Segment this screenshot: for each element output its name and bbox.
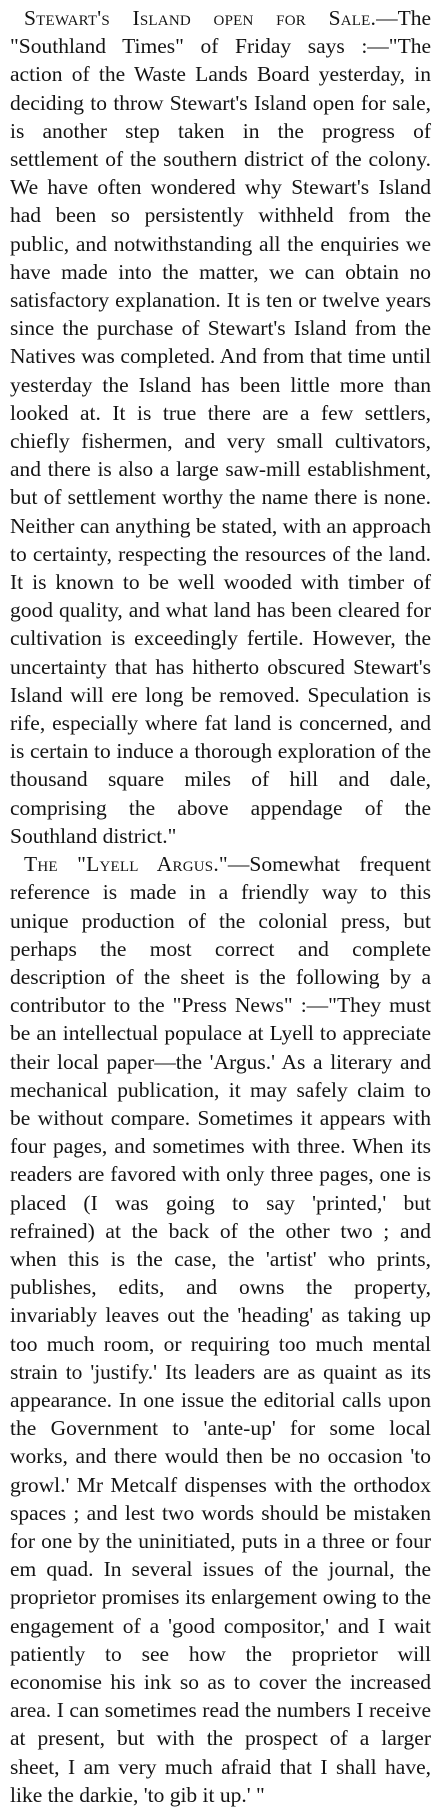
article-lyell-argus <box>10 850 431 1809</box>
article-body: —The "Southland Times" of Friday says :—"The action of the Waste Lands Board yesterday, in deciding to throw Stewart's Island open for sale, is another step taken in the progress of settlement of the southern district of the colony. We have often wondered why Stewart's Island had been so persistently withheld from the public, and notwithstanding all the enquiries we have made into the matter, we can obtain no satisfactory explanation. It is ten or twelve years since the purchase of Stewart's Island from the Natives was completed. And from that time until yesterday the Island has been little more than looked at. It is true there are a few settlers, chiefly fishermen, and very small cultivators, and there is also a large saw-mill establishment, but of settlement worthy the name there is none. Neither can anything be stated, with an approach to certainty, respecting the resources of the land. It is known to be well wooded with timber of good quality, and what land has been cleared for cultivation is exceedingly fertile. However, the uncertainty that has hitherto obscured Stewart's Island will ere long be removed. Speculation is rife, especially where fat land is concerned, and is certain to induce a thorough exploration of the thousand square miles of hill and dale, comprising the above appendage of the Southland district." <box>10 6 431 848</box>
article-headline: Stewart's Island open for Sale. <box>24 6 377 30</box>
article-body: —Somewhat frequent reference is made in a friendly way to this unique production of the colonial press, but perhaps the most correct and complete description of the sheet is the following by a contributor to the "Press News" :—"They must be an intellectual populace at Lyell to appreciate their local paper—the 'Argus.' As a literary and mechanical publication, it may safely claim to be without compare. Sometimes it appears with four pages, and sometimes with three. When its readers are favored with only three pages, one is placed (I was going to say 'printed,' but refrained) at the back of the other two ; and when this is the case, the 'artist' who prints, publishes, edits, and owns the property, invariably leaves out the 'heading' as taking up too much room, or requiring too much mental strain to 'justify.' Its leaders are as quaint as its appearance. In one issue the editorial calls upon the Government to 'ante-up' for some local works, and there would then be no occasion 'to growl.' Mr Metcalf dispenses with the orthodox spaces ; and lest two words should be mistaken for one by the uninitiated, puts in a three or four em quad. In several issues of the journal, the proprietor promises its enlargement owing to the engagement of a 'good compositor,' and I wait patiently to see how the proprietor will economise his ink so as to cover the increased area. I can sometimes read the numbers I receive at present, but with the prospect of a larger sheet, I am very much afraid that I shall have, like the darkie, 'to gib it up.' " <box>10 852 431 1807</box>
article-headline: The "Lyell Argus." <box>24 852 228 877</box>
article-stewarts-island <box>10 4 431 850</box>
